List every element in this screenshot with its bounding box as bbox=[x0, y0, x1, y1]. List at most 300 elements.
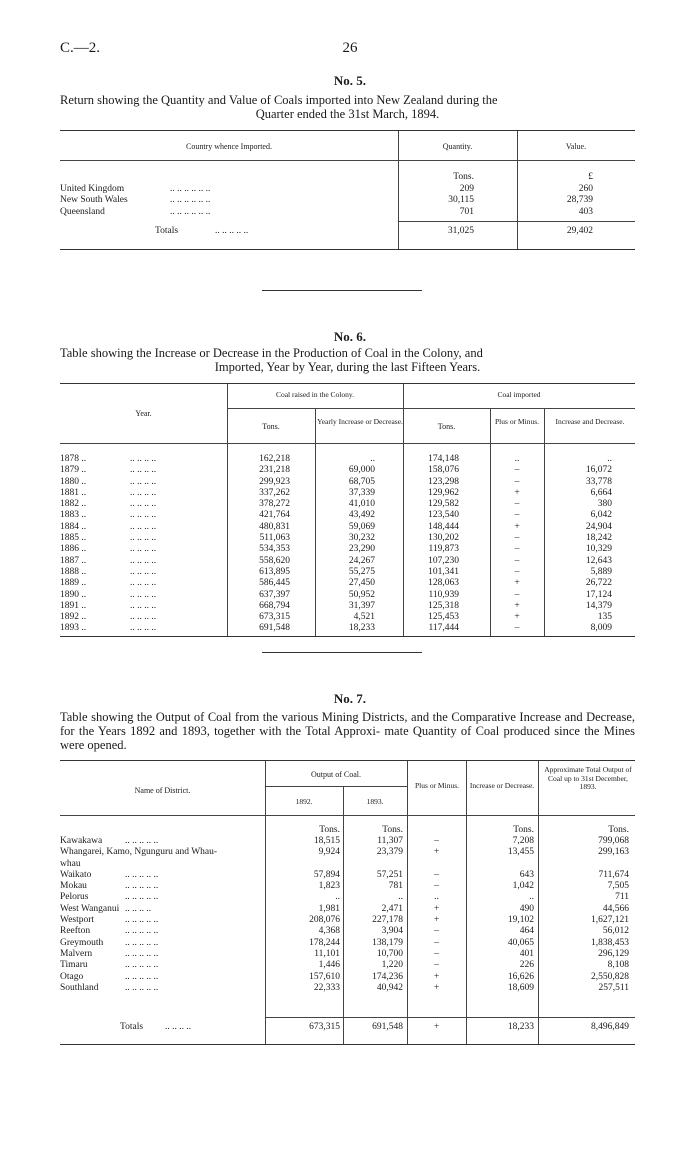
table-row bbox=[60, 488, 635, 499]
year-label: 1881 .. bbox=[60, 487, 87, 498]
plus-minus-sign: + bbox=[514, 612, 520, 623]
increase-decrease: 12,643 bbox=[585, 555, 612, 566]
table6-col-tons: Tons. bbox=[262, 422, 280, 431]
plus-minus-sign: – bbox=[434, 948, 439, 959]
yearly-change: 55,275 bbox=[348, 566, 375, 577]
district-name: Greymouth bbox=[60, 937, 104, 948]
plus-minus-sign: – bbox=[434, 869, 439, 880]
coal-raised-tons: 337,262 bbox=[259, 487, 290, 498]
district-name: whau bbox=[60, 858, 81, 869]
table7-unit-incdec: Tons. bbox=[513, 825, 534, 835]
table-row bbox=[60, 184, 635, 195]
plus-minus-sign: – bbox=[514, 589, 520, 600]
increase-decrease: 16,626 bbox=[507, 971, 534, 982]
increase-decrease: .. bbox=[607, 454, 612, 464]
output-1892: 1,446 bbox=[318, 960, 340, 971]
district-name: Otago bbox=[60, 971, 84, 982]
plus-minus-sign: – bbox=[514, 555, 520, 566]
table5-totals-rule bbox=[398, 221, 635, 222]
plus-minus-sign: – bbox=[514, 566, 520, 577]
imported-tons: 129,962 bbox=[428, 487, 459, 498]
table7-heading-line2: Increase and Decrease, for the Years 1892 and 1893, together with the Total Approxi- bbox=[60, 710, 635, 738]
increase-decrease: 135 bbox=[597, 612, 612, 623]
coal-raised-tons: 511,063 bbox=[259, 533, 290, 544]
table7-col-plus: Plus or Minus. bbox=[415, 781, 459, 790]
table-row bbox=[60, 601, 635, 612]
year-label: 1884 .. bbox=[60, 521, 87, 532]
coal-raised-tons: 586,445 bbox=[259, 578, 290, 589]
table-row bbox=[60, 544, 635, 555]
total-output: 7,505 bbox=[607, 881, 629, 892]
table-row bbox=[60, 983, 635, 994]
leader-dots: .. .. .. .. bbox=[130, 533, 157, 544]
yearly-change: 59,069 bbox=[348, 521, 375, 532]
district-name: Malvern bbox=[60, 948, 93, 959]
increase-decrease: 40,065 bbox=[507, 937, 534, 948]
section-divider bbox=[262, 290, 422, 291]
table-row bbox=[60, 960, 635, 971]
year-label: 1885 .. bbox=[60, 533, 87, 544]
table-row bbox=[60, 612, 635, 623]
leader-dots: .. .. .. .. bbox=[130, 623, 157, 634]
year-label: 1891 .. bbox=[60, 600, 87, 611]
quantity-value: 30,115 bbox=[448, 195, 474, 206]
leader-dots: .. .. .. .. .. bbox=[125, 971, 159, 982]
leader-dots: .. .. .. .. bbox=[125, 903, 152, 914]
table5-col-quantity: Quantity. bbox=[442, 142, 473, 151]
imported-tons: 125,453 bbox=[428, 612, 459, 623]
imported-tons: 128,063 bbox=[428, 578, 459, 589]
table7-group-output: Output of Coal. bbox=[311, 770, 361, 779]
increase-decrease: 380 bbox=[597, 499, 612, 510]
leader-dots: .. .. .. .. bbox=[130, 555, 157, 566]
table-row bbox=[60, 904, 635, 915]
plus-minus-sign: + bbox=[514, 578, 520, 589]
imported-tons: 130,202 bbox=[428, 533, 459, 544]
yearly-change: 24,267 bbox=[348, 555, 375, 566]
output-1893: 138,179 bbox=[372, 937, 403, 948]
table7-unit-1893: Tons. bbox=[382, 825, 403, 835]
coal-raised-tons: 558,620 bbox=[259, 555, 290, 566]
leader-dots: .. .. .. .. bbox=[130, 544, 157, 555]
plus-minus-sign: – bbox=[434, 836, 439, 846]
year-label: 1888 .. bbox=[60, 566, 87, 577]
table7-bottom-rule bbox=[60, 1044, 635, 1045]
table-row bbox=[60, 578, 635, 589]
district-name: Whangarei, Kamo, Ngunguru and Whau- bbox=[60, 847, 218, 858]
table5-heading bbox=[60, 93, 635, 121]
plus-minus-sign: + bbox=[514, 521, 520, 532]
output-1892: 9,924 bbox=[318, 847, 340, 858]
output-1893: 11,307 bbox=[377, 836, 403, 846]
table7-totals-dots: .. .. .. .. bbox=[165, 1022, 192, 1032]
plus-minus-sign: + bbox=[514, 600, 520, 611]
increase-decrease: 24,904 bbox=[585, 521, 612, 532]
table7-group-rule bbox=[265, 786, 407, 787]
table5-col-country: Country whence Imported. bbox=[186, 142, 272, 151]
table-row bbox=[60, 556, 635, 567]
increase-decrease: 6,042 bbox=[590, 510, 612, 521]
table6-number: No. 6. bbox=[333, 329, 367, 344]
table5-rows bbox=[60, 184, 635, 218]
leader-dots: .. .. .. .. .. .. bbox=[170, 195, 211, 206]
yearly-change: .. bbox=[370, 454, 375, 464]
plus-minus-sign: + bbox=[433, 982, 440, 993]
year-label: 1878 .. bbox=[60, 454, 87, 464]
leader-dots: .. .. .. .. bbox=[130, 499, 157, 510]
table6-heading-line2: Imported, Year by Year, during the last Fifteen Years. bbox=[214, 360, 481, 374]
table7-heading bbox=[60, 710, 635, 752]
plus-minus-sign: .. bbox=[514, 454, 520, 464]
table-row bbox=[60, 195, 635, 206]
leader-dots: .. .. .. .. bbox=[130, 521, 157, 532]
table-row bbox=[60, 972, 635, 983]
output-1892: 208,076 bbox=[309, 915, 340, 926]
increase-decrease: 490 bbox=[519, 903, 534, 914]
value-amount: 403 bbox=[578, 206, 593, 217]
table7-heading-line1: Table showing the Output of Coal from the various Mining Districts, and the Comparative bbox=[60, 710, 516, 724]
table7-total-1892: 673,315 bbox=[309, 1022, 340, 1032]
table6-col-incdec: Increase and Decrease. bbox=[555, 417, 625, 426]
district-name: Waikato bbox=[60, 869, 92, 880]
yearly-change: 41,010 bbox=[348, 499, 375, 510]
table5-bottom-rule bbox=[60, 249, 635, 250]
increase-decrease: 10,329 bbox=[585, 544, 612, 555]
table7-totals-rule bbox=[265, 1017, 635, 1018]
table6-col-plus: Plus or Minus. bbox=[495, 417, 539, 426]
district-name: Timaru bbox=[60, 960, 88, 971]
plus-minus-sign: + bbox=[433, 847, 440, 858]
output-1892: 1,981 bbox=[318, 903, 340, 914]
coal-raised-tons: 421,764 bbox=[259, 510, 290, 521]
table-row bbox=[60, 926, 635, 937]
year-label: 1882 .. bbox=[60, 499, 87, 510]
table-row bbox=[60, 510, 635, 521]
leader-dots: .. .. .. .. .. bbox=[125, 869, 159, 880]
coal-raised-tons: 673,315 bbox=[259, 612, 290, 623]
output-1893: .. bbox=[398, 892, 403, 903]
total-output: 711 bbox=[615, 892, 629, 903]
table7-header-rule bbox=[60, 815, 635, 816]
year-label: 1879 .. bbox=[60, 465, 87, 476]
output-1893: 3,904 bbox=[381, 926, 403, 937]
table-row bbox=[60, 522, 635, 533]
table6-group-raised: Coal raised in the Colony. bbox=[275, 390, 355, 399]
total-output: 1,627,121 bbox=[591, 915, 629, 926]
year-label: 1893 .. bbox=[60, 623, 87, 634]
table7-total-1893: 691,548 bbox=[372, 1022, 403, 1032]
table-row bbox=[60, 836, 635, 847]
table7-totals-label: Totals bbox=[120, 1022, 144, 1032]
output-1892: 1,823 bbox=[318, 881, 340, 892]
table6-group-rule bbox=[227, 408, 635, 409]
increase-decrease: 33,778 bbox=[585, 476, 612, 487]
imported-tons: 117,444 bbox=[428, 623, 459, 634]
leader-dots: .. .. .. .. .. bbox=[125, 926, 159, 937]
table-row bbox=[60, 881, 635, 892]
total-output: 2,550,828 bbox=[591, 971, 629, 982]
plus-minus-sign: – bbox=[514, 510, 520, 521]
page-number: 26 bbox=[342, 40, 358, 56]
leader-dots: .. .. .. .. .. .. bbox=[170, 206, 211, 217]
plus-minus-sign: + bbox=[514, 487, 520, 498]
table5-col-value: Value. bbox=[565, 142, 587, 151]
table5-totals-dots: .. .. .. .. .. bbox=[215, 226, 249, 236]
table7-col-1892: 1892. bbox=[295, 797, 313, 806]
imported-tons: 101,341 bbox=[428, 566, 459, 577]
district-name: Reefton bbox=[60, 926, 91, 937]
increase-decrease: 18,242 bbox=[585, 533, 612, 544]
coal-raised-tons: 613,895 bbox=[259, 566, 290, 577]
table7-total-change: 18,233 bbox=[507, 1022, 534, 1032]
increase-decrease: 401 bbox=[519, 948, 534, 959]
table5-total-quantity: 31,025 bbox=[447, 226, 474, 236]
total-output: 257,511 bbox=[598, 982, 629, 993]
plus-minus-sign: – bbox=[514, 544, 520, 555]
table-row bbox=[60, 590, 635, 601]
yearly-change: 23,290 bbox=[348, 544, 375, 555]
coal-raised-tons: 162,218 bbox=[259, 454, 290, 464]
district-name: West Wanganui bbox=[60, 903, 120, 914]
plus-minus-sign: – bbox=[434, 960, 439, 971]
output-1893: 227,178 bbox=[372, 915, 403, 926]
coal-raised-tons: 299,923 bbox=[259, 476, 290, 487]
total-output: 1,838,453 bbox=[591, 937, 629, 948]
table-row bbox=[60, 567, 635, 578]
imported-tons: 129,582 bbox=[428, 499, 459, 510]
leader-dots: .. .. .. .. bbox=[130, 465, 157, 476]
table5-top-rule bbox=[60, 130, 635, 131]
table-row bbox=[60, 915, 635, 926]
total-output: 8,108 bbox=[607, 960, 629, 971]
district-name: Kawakawa bbox=[60, 836, 103, 846]
increase-decrease: 8,009 bbox=[590, 623, 612, 634]
coal-raised-tons: 668,794 bbox=[259, 600, 290, 611]
increase-decrease: 18,609 bbox=[507, 982, 534, 993]
yearly-change: 43,492 bbox=[348, 510, 375, 521]
year-label: 1880 .. bbox=[60, 476, 87, 487]
table7-col-total: Approximate Total Output of Coal up to 31st December, 1893. bbox=[544, 765, 632, 791]
output-1893: 40,942 bbox=[376, 982, 403, 993]
table6-group-imported: Coal imported bbox=[497, 390, 541, 399]
table6-header-rule bbox=[60, 443, 635, 444]
table6-col-yearly: Yearly Increase or Decrease. bbox=[317, 417, 403, 426]
yearly-change: 68,705 bbox=[348, 476, 375, 487]
plus-minus-sign: + bbox=[433, 903, 440, 914]
imported-tons: 174,148 bbox=[428, 454, 459, 464]
output-1892: 11,101 bbox=[314, 948, 340, 959]
leader-dots: .. .. .. .. bbox=[130, 589, 157, 600]
increase-decrease: 19,102 bbox=[507, 915, 534, 926]
output-1892: 178,244 bbox=[309, 937, 340, 948]
page-reference: C.—2. bbox=[60, 40, 101, 56]
output-1892: .. bbox=[335, 892, 340, 903]
table6-top-rule bbox=[60, 383, 635, 384]
table7-unit-1892: Tons. bbox=[319, 825, 340, 835]
increase-decrease: 17,124 bbox=[585, 589, 612, 600]
leader-dots: .. .. .. .. .. bbox=[125, 982, 159, 993]
year-label: 1886 .. bbox=[60, 544, 87, 555]
quantity-value: 701 bbox=[459, 206, 474, 217]
plus-minus-sign: – bbox=[434, 926, 439, 937]
table-row bbox=[60, 623, 635, 634]
plus-minus-sign: – bbox=[514, 476, 520, 487]
table6-col-tons2: Tons. bbox=[437, 422, 456, 431]
yearly-change: 31,397 bbox=[348, 600, 375, 611]
district-name: Southland bbox=[60, 982, 99, 993]
table6-heading-line1: Table showing the Increase or Decrease in the Production of Coal in the Colony, and bbox=[60, 346, 483, 360]
leader-dots: .. .. .. .. .. .. bbox=[170, 184, 211, 194]
yearly-change: 37,339 bbox=[348, 487, 375, 498]
table-row bbox=[60, 454, 635, 465]
plus-minus-sign: – bbox=[514, 623, 520, 634]
table-row bbox=[60, 465, 635, 476]
table5-total-value: 29,402 bbox=[566, 226, 593, 236]
table-row bbox=[60, 870, 635, 881]
yearly-change: 27,450 bbox=[348, 578, 375, 589]
plus-minus-sign: – bbox=[434, 881, 439, 892]
imported-tons: 148,444 bbox=[428, 521, 459, 532]
district-name: Westport bbox=[60, 915, 95, 926]
table7-top-rule bbox=[60, 760, 635, 761]
table-row bbox=[60, 499, 635, 510]
output-1892: 4,368 bbox=[318, 926, 340, 937]
imported-tons: 107,230 bbox=[428, 555, 459, 566]
plus-minus-sign: – bbox=[514, 533, 520, 544]
value-amount: 28,739 bbox=[566, 195, 593, 206]
table-row bbox=[60, 859, 635, 870]
increase-decrease: 464 bbox=[519, 926, 534, 937]
table5-header-rule bbox=[60, 160, 635, 161]
output-1892: 18,515 bbox=[313, 836, 340, 846]
leader-dots: .. .. .. .. bbox=[130, 566, 157, 577]
table6-bottom-rule bbox=[60, 636, 635, 637]
table7-unit-total: Tons. bbox=[608, 825, 629, 835]
imported-tons: 119,873 bbox=[428, 544, 459, 555]
leader-dots: .. .. .. .. .. bbox=[125, 881, 159, 892]
plus-minus-sign: .. bbox=[434, 892, 439, 903]
table-row bbox=[60, 949, 635, 960]
total-output: 711,674 bbox=[598, 869, 629, 880]
output-1893: 57,251 bbox=[376, 869, 403, 880]
total-output: 299,163 bbox=[598, 847, 629, 858]
country-name: New South Wales bbox=[60, 195, 128, 206]
coal-raised-tons: 637,397 bbox=[259, 589, 290, 600]
year-label: 1890 .. bbox=[60, 589, 87, 600]
district-name: Pelorus bbox=[60, 892, 89, 903]
output-1893: 23,379 bbox=[376, 847, 403, 858]
plus-minus-sign: – bbox=[514, 465, 520, 476]
output-1893: 10,700 bbox=[376, 948, 403, 959]
output-1892: 157,610 bbox=[309, 971, 340, 982]
output-1893: 781 bbox=[388, 881, 403, 892]
table7-col-incdec: Increase or Decrease. bbox=[469, 781, 535, 790]
leader-dots: .. .. .. .. bbox=[130, 476, 157, 487]
table-row bbox=[60, 533, 635, 544]
year-label: 1892 .. bbox=[60, 612, 87, 623]
coal-raised-tons: 480,831 bbox=[259, 521, 290, 532]
table7-total-total: 8,496,849 bbox=[591, 1022, 629, 1032]
output-1893: 174,236 bbox=[372, 971, 403, 982]
table-row bbox=[60, 892, 635, 903]
coal-raised-tons: 691,548 bbox=[259, 623, 290, 634]
leader-dots: .. .. .. .. bbox=[130, 600, 157, 611]
table5-unit-value: £ bbox=[588, 172, 593, 182]
district-name: Mokau bbox=[60, 881, 87, 892]
increase-decrease: 6,664 bbox=[590, 487, 612, 498]
year-label: 1887 .. bbox=[60, 555, 87, 566]
year-label: 1883 .. bbox=[60, 510, 87, 521]
quantity-value: 209 bbox=[459, 184, 474, 194]
increase-decrease: .. bbox=[529, 892, 534, 903]
output-1892: 22,333 bbox=[313, 982, 340, 993]
leader-dots: .. .. .. .. .. bbox=[125, 892, 159, 903]
table-row bbox=[60, 938, 635, 949]
leader-dots: .. .. .. .. .. bbox=[125, 915, 159, 926]
table-row bbox=[60, 207, 635, 218]
increase-decrease: 1,042 bbox=[512, 881, 534, 892]
increase-decrease: 7,208 bbox=[512, 836, 534, 846]
imported-tons: 158,076 bbox=[428, 465, 459, 476]
table-row bbox=[60, 477, 635, 488]
table5-heading-line2: Quarter ended the 31st March, 1894. bbox=[255, 107, 440, 121]
yearly-change: 18,233 bbox=[348, 623, 375, 634]
increase-decrease: 13,455 bbox=[507, 847, 534, 858]
coal-raised-tons: 231,218 bbox=[259, 465, 290, 476]
year-label: 1889 .. bbox=[60, 578, 87, 589]
increase-decrease: 643 bbox=[519, 869, 534, 880]
output-1893: 2,471 bbox=[381, 903, 403, 914]
table7-number: No. 7. bbox=[333, 691, 367, 706]
coal-raised-tons: 534,353 bbox=[259, 544, 290, 555]
yearly-change: 69,000 bbox=[348, 465, 375, 476]
leader-dots: .. .. .. .. bbox=[130, 612, 157, 623]
leader-dots: .. .. .. .. bbox=[130, 454, 157, 464]
total-output: 44,566 bbox=[602, 903, 629, 914]
table6-col-year: Year. bbox=[135, 409, 152, 418]
increase-decrease: 26,722 bbox=[585, 578, 612, 589]
table6-rows bbox=[60, 454, 635, 635]
leader-dots: .. .. .. .. bbox=[130, 487, 157, 498]
table-row bbox=[60, 847, 635, 858]
table7-heading-line3: mate Quantity of Coal produced since the Mines were opened. bbox=[60, 724, 636, 752]
table7-total-sign: + bbox=[433, 1022, 440, 1032]
plus-minus-sign: – bbox=[514, 499, 520, 510]
total-output: 799,068 bbox=[598, 836, 629, 846]
table5-number: No. 5. bbox=[333, 73, 367, 88]
imported-tons: 123,540 bbox=[428, 510, 459, 521]
table7-col-1893: 1893. bbox=[366, 797, 384, 806]
yearly-change: 4,521 bbox=[353, 612, 375, 623]
total-output: 296,129 bbox=[598, 948, 629, 959]
output-1893: 1,220 bbox=[381, 960, 403, 971]
output-1892: 57,894 bbox=[313, 869, 340, 880]
increase-decrease: 16,072 bbox=[585, 465, 612, 476]
table5-heading-line1: Return showing the Quantity and Value of Coals imported into New Zealand during the bbox=[60, 93, 498, 107]
increase-decrease: 5,889 bbox=[590, 566, 612, 577]
yearly-change: 30,232 bbox=[348, 533, 375, 544]
table7-col-district: Name of District. bbox=[134, 786, 191, 795]
plus-minus-sign: – bbox=[434, 937, 439, 948]
leader-dots: .. .. .. .. .. bbox=[125, 960, 159, 971]
imported-tons: 125,318 bbox=[428, 600, 459, 611]
leader-dots: .. .. .. .. .. bbox=[125, 937, 159, 948]
imported-tons: 123,298 bbox=[428, 476, 459, 487]
coal-raised-tons: 378,272 bbox=[259, 499, 290, 510]
leader-dots: .. .. .. .. bbox=[130, 510, 157, 521]
leader-dots: .. .. .. .. bbox=[130, 578, 157, 589]
yearly-change: 50,952 bbox=[348, 589, 375, 600]
